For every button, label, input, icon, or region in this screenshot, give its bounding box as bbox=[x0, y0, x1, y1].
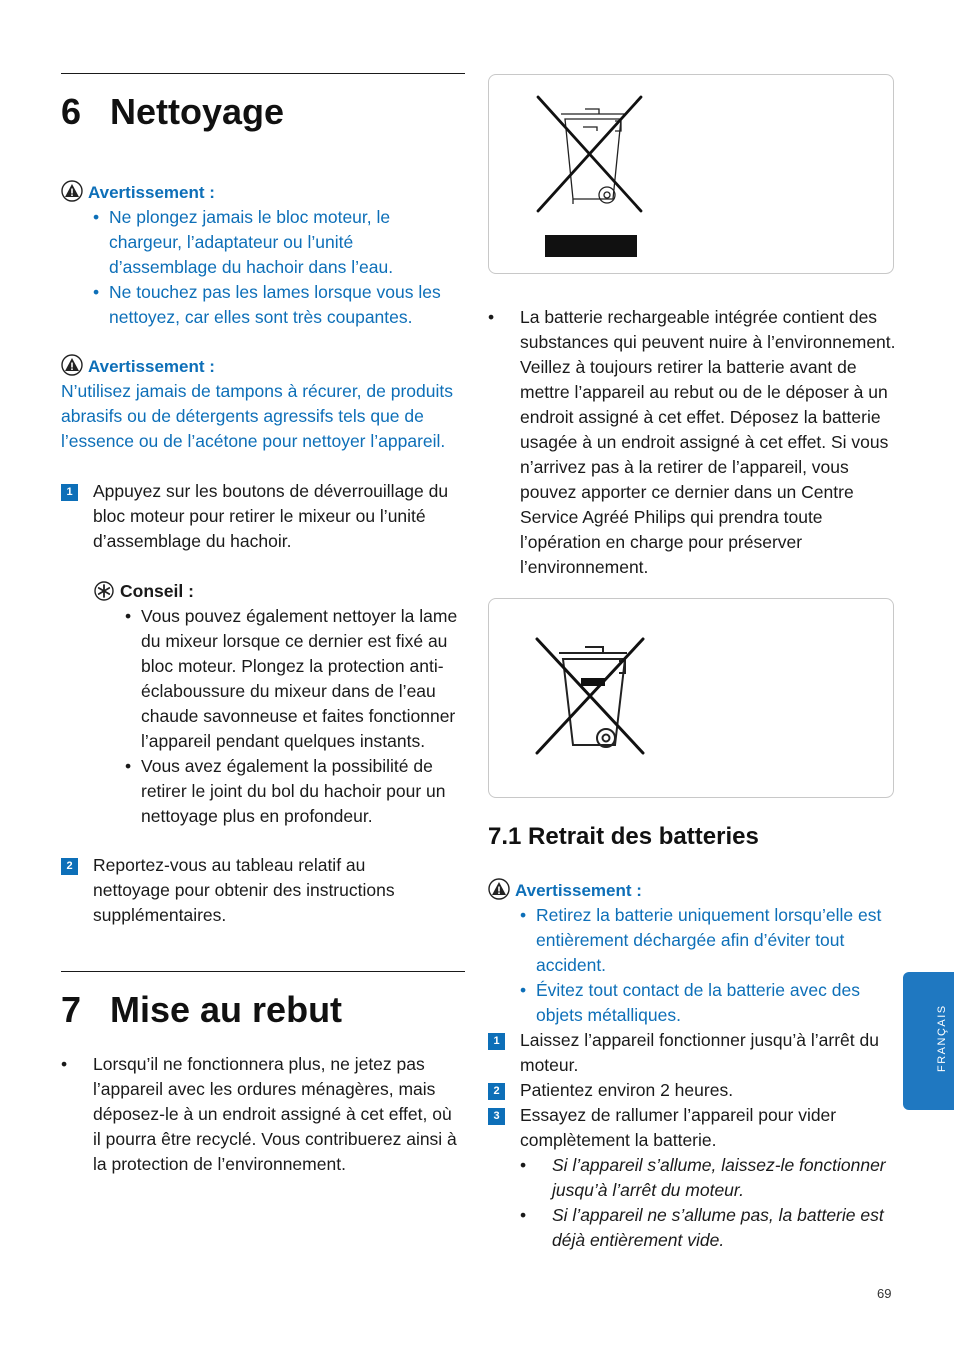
warning-block-2 bbox=[61, 354, 461, 454]
sub-list-item: • Si l’appareil ne s’allume pas, la batterie est déjà entièrement vide. bbox=[520, 1205, 884, 1250]
language-tab bbox=[903, 972, 954, 1110]
section-number: 6 bbox=[61, 91, 82, 132]
list-item: • Ne touchez pas les lames lorsque vous les nettoyez, car elles sont très coupantes. bbox=[93, 282, 441, 327]
section-7-1-heading bbox=[488, 822, 759, 852]
section-7-heading bbox=[61, 990, 342, 1030]
tip-asterisk-icon bbox=[94, 581, 114, 601]
step-number-badge: 1 bbox=[61, 484, 78, 501]
list-item: • Vous avez également la possibilité de retirer le joint du bol du hachoir pour un nettoyage plus en profondeur. bbox=[125, 756, 446, 826]
step-item: 2 Patientez environ 2 heures. bbox=[488, 1078, 888, 1103]
crossed-out-wheelie-bin-icon bbox=[533, 89, 653, 279]
warning-block-1 bbox=[61, 180, 465, 330]
list-item: • Évitez tout contact de la batterie avec des objets métalliques. bbox=[520, 980, 860, 1025]
step-item: 2 Reportez-vous au tableau relatif au nettoyage pour obtenir des instructions supplémentaires. bbox=[61, 853, 431, 928]
step-list bbox=[61, 853, 431, 928]
disposal-bullet bbox=[61, 1052, 457, 1177]
step-item: 3 Essayez de rallumer l’appareil pour vider complètement la batterie. bbox=[488, 1103, 888, 1153]
warning-title: Avertissement : bbox=[61, 180, 465, 205]
step-number-badge: 3 bbox=[488, 1108, 505, 1125]
battery-symbol-panel bbox=[488, 598, 894, 798]
section-rule bbox=[61, 73, 465, 74]
warning-block-3 bbox=[488, 878, 892, 1028]
warning-triangle-icon bbox=[61, 180, 83, 202]
sub-list-item: • Si l’appareil s’allume, laissez-le fonctionner jusqu’à l’arrêt du moteur. bbox=[520, 1155, 886, 1200]
warning-title: Avertissement : bbox=[61, 354, 461, 379]
step-number-badge: 2 bbox=[61, 858, 78, 875]
section-rule bbox=[61, 971, 465, 972]
step-number-badge: 2 bbox=[488, 1083, 505, 1100]
warning-triangle-icon bbox=[61, 354, 83, 376]
list-item: • Lorsqu’il ne fonctionnera plus, ne jetez pas l’appareil avec les ordures ménagères, mais déposez-le à un endroit assigné à cet effet, où il pourra être recyclé. Vous contribuerez ainsi à la protection de l’environnement. bbox=[61, 1054, 457, 1174]
section-6-heading bbox=[61, 92, 284, 132]
warning-triangle-icon bbox=[488, 878, 510, 900]
step-item: 1 Laissez l’appareil fonctionner jusqu’à l’arrêt du moteur. bbox=[488, 1028, 888, 1078]
section-title: Mise au rebut bbox=[110, 989, 343, 1030]
list-item: • Vous pouvez également nettoyer la lame du mixeur lorsque ce dernier est fixé au bloc moteur. Plongez la protection anti-éclaboussure du mixeur dans de l’eau chaude savonneuse et faites fonctionner l’appareil pendant quelques instants. bbox=[125, 606, 458, 751]
tip-block bbox=[94, 579, 462, 829]
section-title: Nettoyage bbox=[110, 91, 285, 132]
list-item: • Ne plongez jamais le bloc moteur, le chargeur, l’adaptateur ou l’unité d’assemblage du hachoir dans l’eau. bbox=[93, 207, 394, 277]
warning-title: Avertissement : bbox=[488, 878, 892, 903]
list-item: • La batterie rechargeable intégrée contient des substances qui peuvent nuire à l’environnement. Veillez à toujours retirer la batterie avant de mettre l’appareil au rebut ou de le déposer à un endroit assigné à cet effet. Déposez la batterie usagée à un endroit assigné à cet effet. Si vous n’arrivez pas à la retirer de l’appareil, vous pouvez apporter ce dernier dans un Centre Service Agréé Philips qui prendra toute l’opération en charge pour préserver l’environnement. bbox=[488, 307, 896, 577]
section-number: 7.1 bbox=[488, 823, 522, 850]
section-number: 7 bbox=[61, 989, 82, 1030]
list-item: • Retirez la batterie uniquement lorsqu’elle est entièrement déchargée afin d’éviter tout accident. bbox=[520, 905, 882, 975]
crossed-out-battery-bin-icon bbox=[533, 633, 663, 773]
step-list bbox=[488, 1028, 888, 1253]
tip-title: Conseil : bbox=[94, 579, 462, 604]
section-title: Retrait des batteries bbox=[528, 823, 759, 850]
warning-text: N’utilisez jamais de tampons à récurer, de produits abrasifs ou de détergents agressifs tels que de l’essence ou de l’acétone pour nettoyer l’appareil. bbox=[61, 381, 453, 451]
step-item: 1 Appuyez sur les boutons de déverrouillage du bloc moteur pour retirer le mixeur ou l’unité d’assemblage du hachoir. bbox=[61, 479, 461, 554]
step-list bbox=[61, 479, 461, 554]
battery-bullet bbox=[488, 305, 896, 580]
weee-symbol-panel bbox=[488, 74, 894, 274]
page-number: 69 bbox=[877, 1286, 892, 1301]
language-label: FRANÇAIS bbox=[936, 1004, 948, 1072]
step-number-badge: 1 bbox=[488, 1033, 505, 1050]
